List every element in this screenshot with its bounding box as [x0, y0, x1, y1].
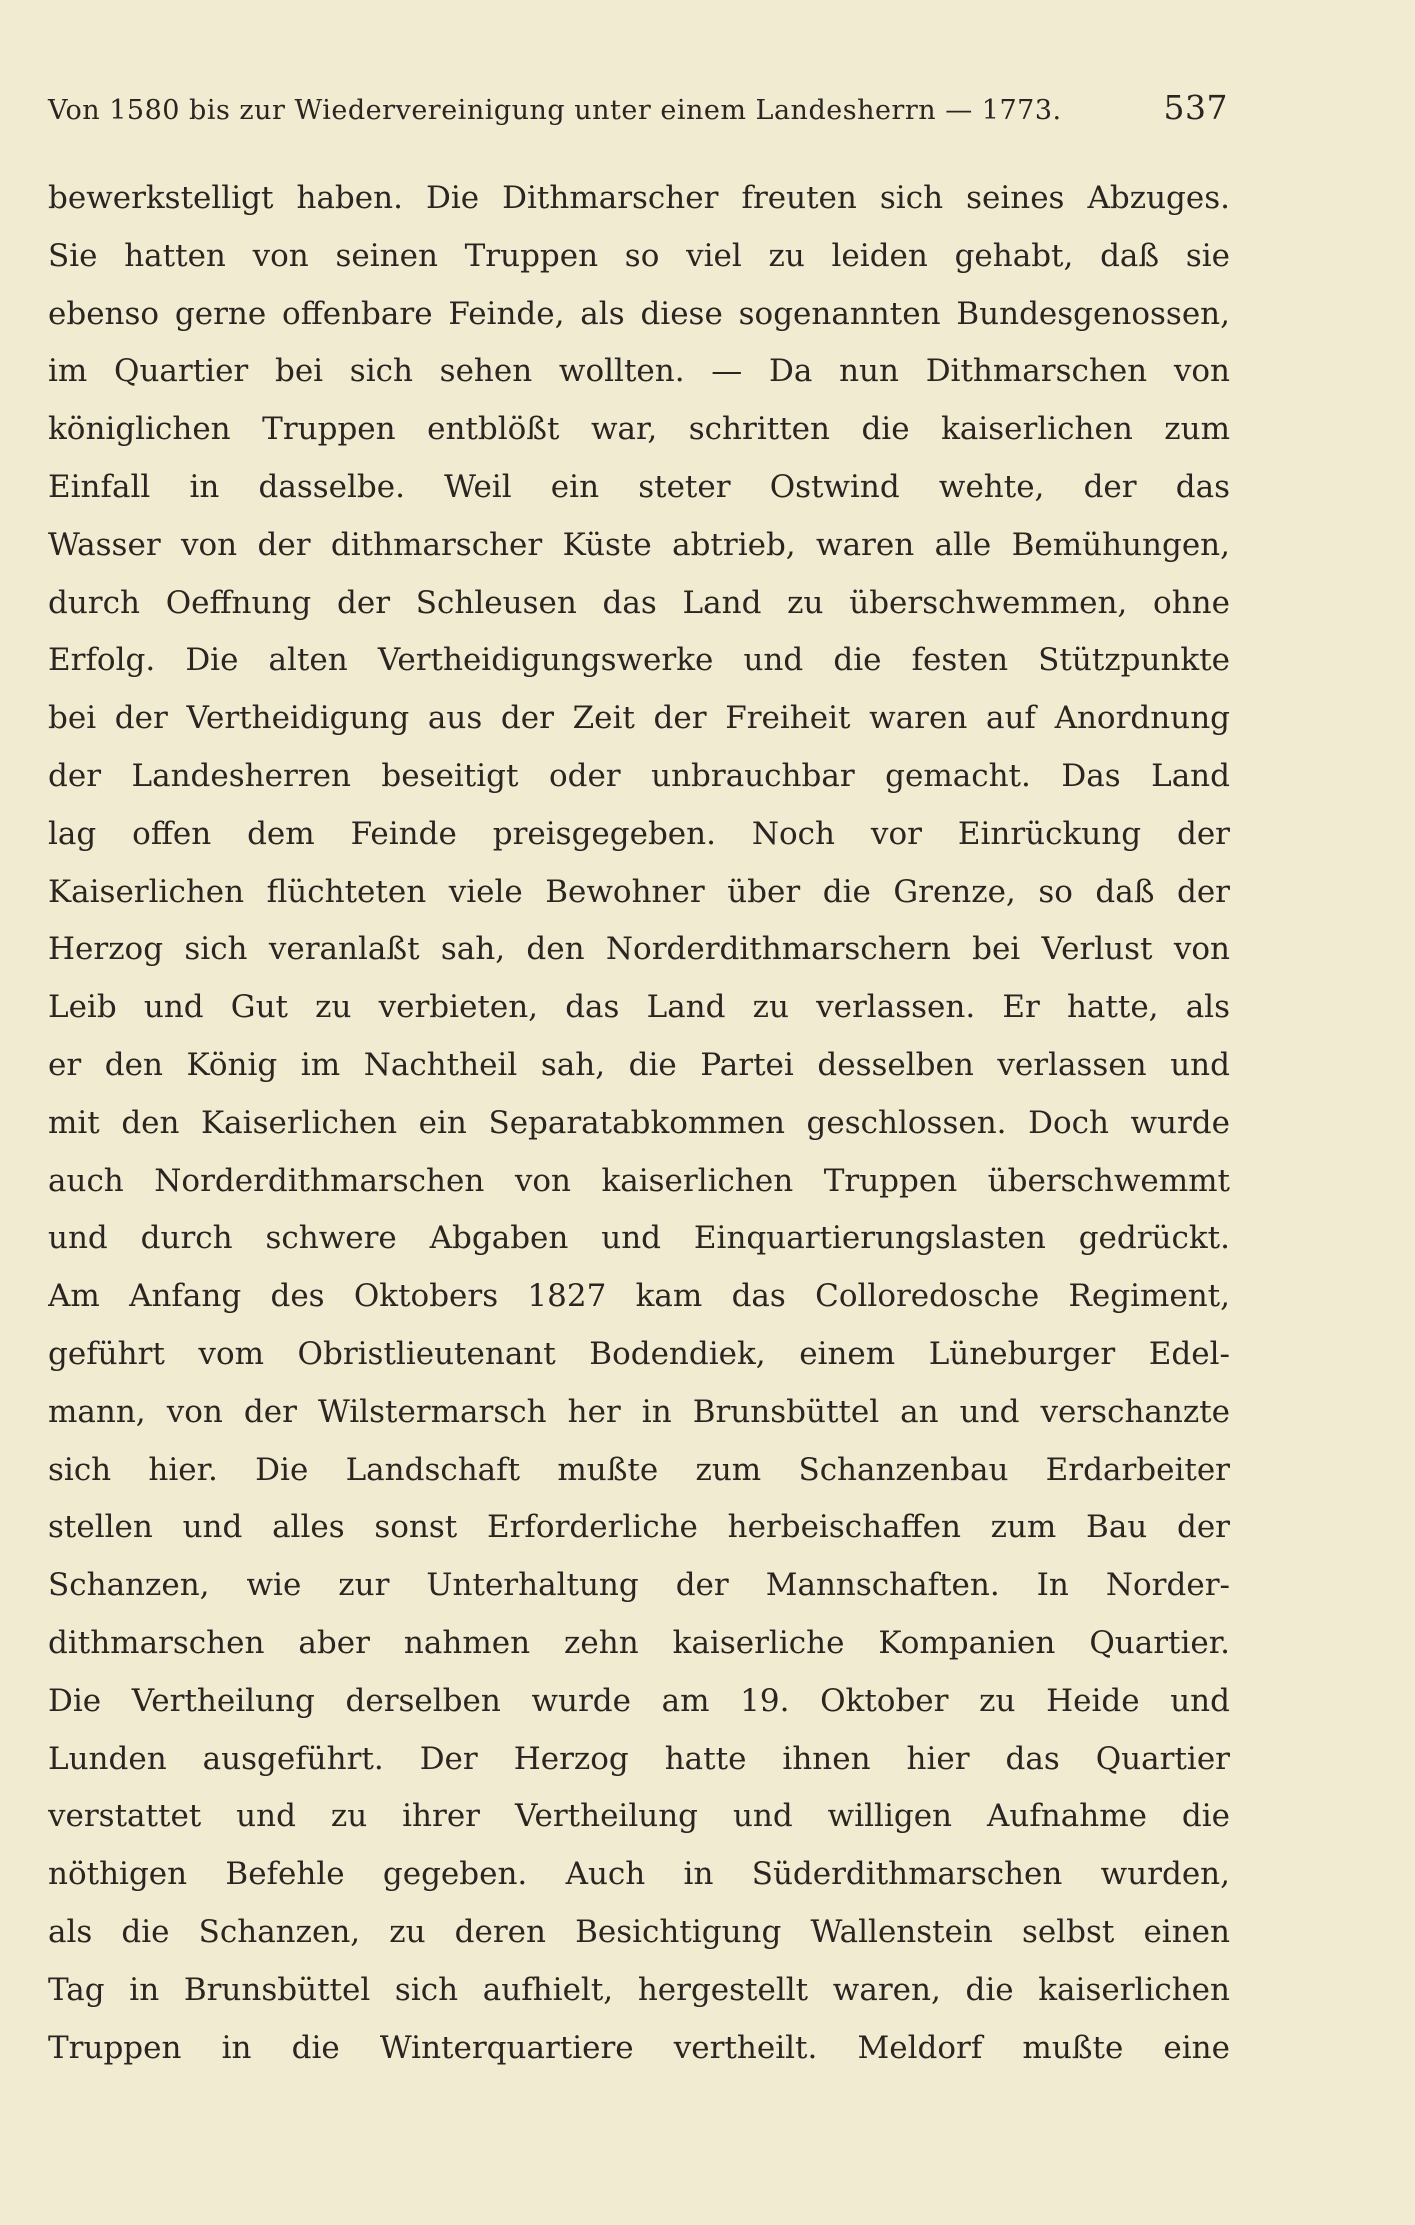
text-line: Kaiserlichen flüchteten viele Bewohner über die Grenze, so daß der — [48, 873, 1230, 910]
text-line: Truppen in die Winterquartiere vertheilt. Meldorf mußte eine — [48, 2029, 1230, 2066]
text-line: Tag in Brunsbüttel sich aufhielt, hergestellt waren, die kaiserlichen — [48, 1971, 1230, 2008]
text-line: sich hier. Die Landschaft mußte zum Schanzenbau Erdarbeiter — [48, 1451, 1230, 1488]
text-line: bei der Vertheidigung aus der Zeit der Freiheit waren auf Anordnung — [48, 700, 1230, 737]
text-line: Herzog sich veranlaßt sah, den Norderdithmarschern bei Verlust von — [48, 931, 1230, 968]
text-line: Einfall in dasselbe. Weil ein steter Ostwind wehte, der das — [48, 468, 1230, 505]
text-line: dithmarschen aber nahmen zehn kaiserliche Kompanien Quartier. — [48, 1624, 1230, 1661]
page-number: 537 — [1163, 88, 1228, 127]
text-line: Leib und Gut zu verbieten, das Land zu verlassen. Er hatte, als — [48, 989, 1230, 1026]
text-line: lag offen dem Feinde preisgegeben. Noch vor Einrückung der — [48, 815, 1230, 852]
text-line: verstattet und zu ihrer Vertheilung und willigen Aufnahme die — [48, 1798, 1230, 1835]
text-line: Sie hatten von seinen Truppen so viel zu leiden gehabt, daß sie — [48, 237, 1230, 274]
text-line: er den König im Nachtheil sah, die Partei desselben verlassen und — [48, 1046, 1230, 1083]
text-line: Die Vertheilung derselben wurde am 19. Oktober zu Heide und — [48, 1682, 1230, 1719]
text-line: Am Anfang des Oktobers 1827 kam das Colloredosche Regiment, — [48, 1278, 1230, 1315]
text-line: Erfolg. Die alten Vertheidigungswerke und die festen Stützpunkte — [48, 642, 1230, 679]
text-line: ebenso gerne offenbare Feinde, als diese sogenannten Bundesgenossen, — [48, 295, 1230, 332]
text-line: nöthigen Befehle gegeben. Auch in Süderdithmarschen wurden, — [48, 1856, 1230, 1893]
text-line: der Landesherren beseitigt oder unbrauchbar gemacht. Das Land — [48, 757, 1230, 794]
running-head-title: Von 1580 bis zur Wiedervereinigung unter einem Landesherrn — 1773. — [48, 95, 1062, 126]
running-head — [48, 88, 1228, 134]
text-line: und durch schwere Abgaben und Einquartierungslasten gedrückt. — [48, 1220, 1230, 1257]
text-line: im Quartier bei sich sehen wollten. — Da nun Dithmarschen von — [48, 353, 1230, 390]
text-line: mann, von der Wilstermarsch her in Brunsbüttel an und verschanzte — [48, 1393, 1230, 1430]
text-line: als die Schanzen, zu deren Besichtigung Wallenstein selbst einen — [48, 1913, 1230, 1950]
text-line: geführt vom Obristlieutenant Bodendiek, einem Lüneburger Edel- — [48, 1335, 1230, 1372]
text-line: Wasser von der dithmarscher Küste abtrieb, waren alle Bemühungen, — [48, 526, 1230, 563]
text-line: stellen und alles sonst Erforderliche herbeischaffen zum Bau der — [48, 1509, 1230, 1546]
body-text — [48, 170, 1230, 2077]
text-line: mit den Kaiserlichen ein Separatabkommen geschlossen. Doch wurde — [48, 1104, 1230, 1141]
text-line: königlichen Truppen entblößt war, schritten die kaiserlichen zum — [48, 411, 1230, 448]
text-line: durch Oeffnung der Schleusen das Land zu überschwemmen, ohne — [48, 584, 1230, 621]
text-line: auch Norderdithmarschen von kaiserlichen Truppen überschwemmt — [48, 1162, 1230, 1199]
text-line: Lunden ausgeführt. Der Herzog hatte ihnen hier das Quartier — [48, 1740, 1230, 1777]
text-line: Schanzen, wie zur Unterhaltung der Mannschaften. In Norder- — [48, 1567, 1230, 1604]
text-line: bewerkstelligt haben. Die Dithmarscher freuten sich seines Abzuges. — [48, 180, 1230, 216]
